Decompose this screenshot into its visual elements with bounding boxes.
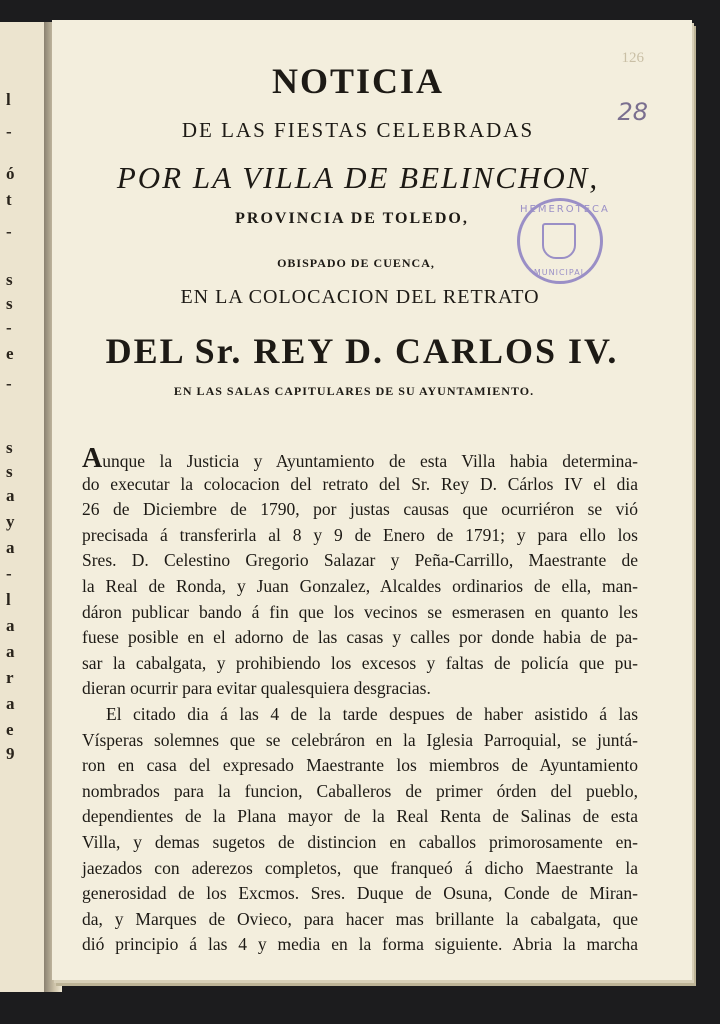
text-line: dieran ocurrir para evitar qualesquiera desgracias. xyxy=(82,678,431,699)
text-line: da, y Marques de Ovieco, para hacer mas brillante la cabalgata, que xyxy=(82,908,638,929)
drop-cap: A xyxy=(82,443,103,474)
margin-letter: r xyxy=(6,668,14,687)
margin-letter: y xyxy=(6,512,15,531)
handwritten-number: 28 xyxy=(617,98,648,126)
margin-letter: 9 xyxy=(6,744,15,763)
title-line-villa: POR LA VILLA DE BELINCHON, xyxy=(116,160,600,195)
text-line: nombrados para la funcion, Caballeros de primer órden del pueblo, xyxy=(82,780,638,801)
margin-letter: a xyxy=(6,616,15,635)
margin-letter: t xyxy=(6,190,12,209)
text-line: Sres. D. Celestino Gregorio Salazar y Peña-Carrillo, Maestrante de xyxy=(82,550,638,571)
text-line: ron en casa del expresado Maestrante los miembros de Ayuntamiento xyxy=(82,755,638,776)
margin-letter: a xyxy=(6,642,15,661)
margin-letter: s xyxy=(6,294,13,313)
margin-letter: s xyxy=(6,462,13,481)
stamp-bottom-text: MUNICIPAL xyxy=(533,268,587,277)
margin-letter: s xyxy=(6,270,13,289)
margin-letter: l xyxy=(6,90,11,109)
page-number: 126 xyxy=(621,50,644,66)
margin-letter: s xyxy=(6,438,13,457)
margin-letter: e xyxy=(6,344,14,363)
text-line: la Real de Ronda, y Juan Gonzalez, Alcaldes ordinarios de ella, man- xyxy=(82,575,638,596)
margin-letter: a xyxy=(6,694,15,713)
document-page xyxy=(52,20,692,980)
margin-letter: ó xyxy=(6,164,15,183)
margin-letter: a xyxy=(6,486,15,505)
margin-letter: l xyxy=(6,590,11,609)
coat-of-arms-icon xyxy=(542,223,576,259)
text-line: dáron publicar bando á fin que los vecinos se esmerasen en quanto les xyxy=(82,601,638,622)
text-line: jaezados con aderezos completos, que franqueó á dicho Maestrante la xyxy=(82,857,638,878)
margin-letter: - xyxy=(6,222,12,241)
title-line-colocacion: EN LA COLOCACION DEL RETRATO xyxy=(180,286,540,308)
title-line-fiestas: DE LAS FIESTAS CELEBRADAS xyxy=(181,118,535,142)
text-line: Villa, y demas sugetos de distincion en caballos primorosamente en- xyxy=(82,831,638,852)
text-line: do executar la colocacion del retrato del Sr. Rey D. Cárlos IV el dia xyxy=(82,473,638,494)
text-line: fuese posible en el adorno de las casas y calles por donde habia de pa- xyxy=(82,627,638,648)
text-line: Aunque la Justicia y Ayuntamiento de esta Villa habia determina- xyxy=(82,443,638,474)
stamp-top-text: HEMEROTECA xyxy=(520,204,610,215)
margin-letter: a xyxy=(6,538,15,557)
text-line: Vísperas solemnes que se celebráron en la Iglesia Parroquial, se juntá- xyxy=(82,729,638,750)
margin-letter: e xyxy=(6,720,14,739)
title-line-obispado: OBISPADO DE CUENCA, xyxy=(277,256,435,270)
title-line-salas: EN LAS SALAS CAPITULARES DE SU AYUNTAMIENTO. xyxy=(173,384,535,398)
text-line: generosidad de los Excmos. Sres. Duque de Osuna, Conde de Miran- xyxy=(82,883,638,904)
margin-letter: - xyxy=(6,122,12,141)
text-line: sar la cabalgata, y prohibiendo los excesos y faltas de policía que pu- xyxy=(82,652,638,673)
title-line-provincia: PROVINCIA DE TOLEDO, xyxy=(235,210,469,227)
page-title: NOTICIA xyxy=(271,61,445,101)
body-text xyxy=(82,443,638,958)
text-line: precisada á transferirla al 8 y 9 de Enero de 1791; y para ello los xyxy=(82,524,638,545)
text-line: dió principio á las 4 y media en la forma siguiente. Abria la marcha xyxy=(82,934,638,955)
text-line: El citado dia á las 4 de la tarde despues de haber asistido á las xyxy=(106,703,638,724)
text-line: 26 de Diciembre de 1790, por justas causas que ocurriéron se vió xyxy=(82,499,638,520)
margin-letter: - xyxy=(6,374,12,393)
margin-letter: - xyxy=(6,318,12,337)
margin-letter: - xyxy=(6,564,12,583)
text-line: dependientes de la Plana mayor de la Real Renta de Salinas de esta xyxy=(82,806,638,827)
title-line-rey: DEL Sr. REY D. CARLOS IV. xyxy=(105,331,619,371)
